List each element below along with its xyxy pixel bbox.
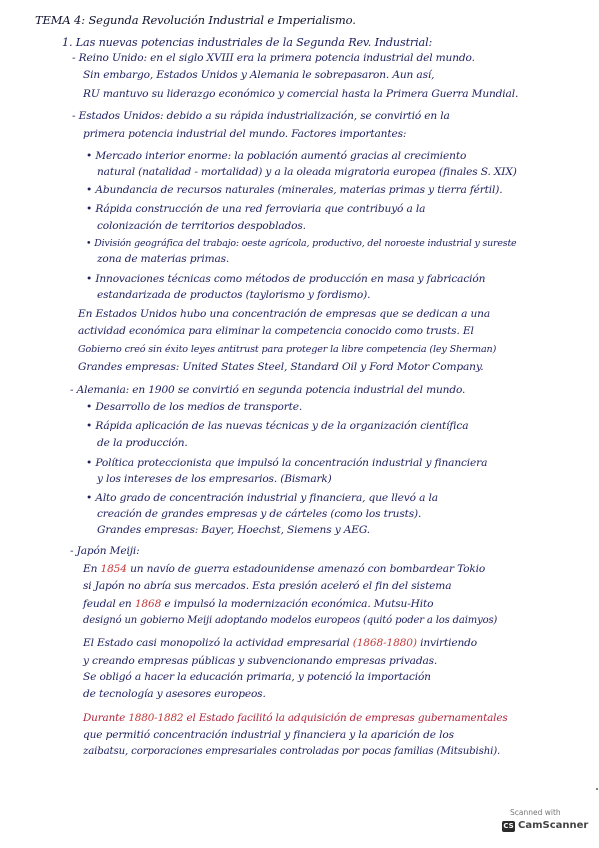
japon-text: invirtiendo bbox=[416, 637, 477, 649]
section-heading: 1. Las nuevas potencias industriales de la Segunda Rev. Industrial: bbox=[62, 36, 433, 49]
japon-line bbox=[83, 563, 485, 576]
japon-line bbox=[83, 637, 477, 650]
japon-line: que permitió concentración industrial y financiera y la aparición de los bbox=[83, 729, 454, 741]
alemania-line: • Rápida aplicación de las nuevas técnicas y de la organización científica bbox=[86, 420, 469, 432]
camscanner-brand: CamScanner bbox=[518, 820, 589, 831]
alemania-line: Grandes empresas: Bayer, Hoechst, Siemens y AEG. bbox=[97, 524, 370, 536]
estados-unidos-line: • Mercado interior enorme: la población aumentó gracias al crecimiento bbox=[86, 150, 467, 162]
estados-unidos-line: zona de materias primas. bbox=[97, 253, 230, 265]
japon-text: Durante bbox=[83, 712, 129, 724]
japon-line bbox=[83, 712, 508, 725]
estados-unidos-line: actividad económica para eliminar la competencia conocido como trusts. El bbox=[78, 325, 474, 337]
japon-text: un navío de guerra estadounidense amenazó con bombardear Tokio bbox=[126, 563, 486, 575]
japon-text: e impulsó la modernización económica. Mutsu-Hito bbox=[161, 598, 434, 610]
japon-text: El Estado casi monopolizó la actividad empresarial bbox=[83, 637, 353, 649]
year-highlight: 1868 bbox=[134, 598, 162, 610]
year-highlight: 1854 bbox=[100, 563, 127, 575]
alemania-line: • Política proteccionista que impulsó la concentración industrial y financiera bbox=[86, 457, 488, 469]
estados-unidos-line: - Estados Unidos: debido a su rápida industrialización, se convirtió en la bbox=[72, 110, 450, 122]
japon-line: Se obligó a hacer la educación primaria, y potenció la importación bbox=[83, 671, 431, 683]
alemania-line: • Alto grado de concentración industrial y financiera, que llevó a la bbox=[86, 492, 438, 504]
japon-line: si Japón no abría sus mercados. Esta presión aceleró el fin del sistema bbox=[83, 580, 452, 592]
estados-unidos-line: natural (natalidad - mortalidad) y a la oleada migratoria europea (finales S. XIX) bbox=[97, 166, 517, 178]
estados-unidos-line: • División geográfica del trabajo: oeste agrícola, productivo, del noroeste industrial y sureste bbox=[86, 238, 517, 249]
camscanner-logo-icon: CS bbox=[503, 822, 514, 830]
estados-unidos-line: colonización de territorios despoblados. bbox=[97, 220, 306, 232]
year-highlight: (1868-1880) bbox=[352, 637, 417, 649]
estados-unidos-line: • Rápida construcción de una red ferroviaria que contribuyó a la bbox=[86, 203, 426, 215]
page-title: TEMA 4: Segunda Revolución Industrial e Imperialismo. bbox=[35, 13, 356, 27]
estados-unidos-line: estandarizada de productos (taylorismo y fordismo). bbox=[97, 289, 371, 301]
estados-unidos-line: Gobierno creó sin éxito leyes antitrust para proteger la libre competencia (ley Sherman) bbox=[78, 344, 497, 355]
japon-line: de tecnología y asesores europeos. bbox=[83, 688, 266, 700]
alemania-line: • Desarrollo de los medios de transporte. bbox=[86, 401, 303, 413]
alemania-line: y los intereses de los empresarios. (Bismark) bbox=[97, 473, 332, 485]
japon-line: y creando empresas públicas y subvencionando empresas privadas. bbox=[83, 655, 438, 667]
japon-heading: - Japón Meiji: bbox=[70, 545, 140, 557]
estados-unidos-line: Grandes empresas: United States Steel, Standard Oil y Ford Motor Company. bbox=[78, 361, 484, 373]
ink-dot bbox=[596, 788, 598, 790]
japon-text: feudal en bbox=[83, 598, 135, 610]
reino-unido-line: RU mantuvo su liderazgo económico y comercial hasta la Primera Guerra Mundial. bbox=[83, 88, 519, 100]
reino-unido-line: - Reino Unido: en el siglo XVIII era la primera potencia industrial del mundo. bbox=[72, 52, 475, 64]
camscanner-badge bbox=[500, 808, 590, 838]
japon-line bbox=[83, 598, 433, 611]
alemania-line: - Alemania: en 1900 se convirtió en segunda potencia industrial del mundo. bbox=[70, 384, 466, 396]
scanned-with-label: Scanned with bbox=[510, 808, 561, 817]
japon-text: el Estado facilitó la adquisición de empresas gubernamentales bbox=[183, 712, 508, 724]
estados-unidos-line: • Innovaciones técnicas como métodos de producción en masa y fabricación bbox=[86, 273, 486, 285]
estados-unidos-line: primera potencia industrial del mundo. Factores importantes: bbox=[83, 128, 407, 140]
alemania-line: de la producción. bbox=[97, 437, 188, 449]
year-highlight: 1880-1882 bbox=[128, 712, 184, 724]
estados-unidos-line: En Estados Unidos hubo una concentración de empresas que se dedican a una bbox=[78, 308, 490, 320]
reino-unido-line: Sin embargo, Estados Unidos y Alemania le sobrepasaron. Aun así, bbox=[83, 69, 435, 81]
estados-unidos-line: • Abundancia de recursos naturales (minerales, materias primas y tierra fértil). bbox=[86, 184, 503, 196]
japon-line: designó un gobierno Meiji adoptando modelos europeos (quitó poder a los daimyos) bbox=[83, 615, 498, 626]
japon-line: zaibatsu, corporaciones empresariales controladas por pocas familias (Mitsubishi). bbox=[83, 746, 501, 757]
alemania-line: creación de grandes empresas y de cárteles (como los trusts). bbox=[97, 508, 422, 520]
japon-text: En bbox=[83, 563, 101, 575]
